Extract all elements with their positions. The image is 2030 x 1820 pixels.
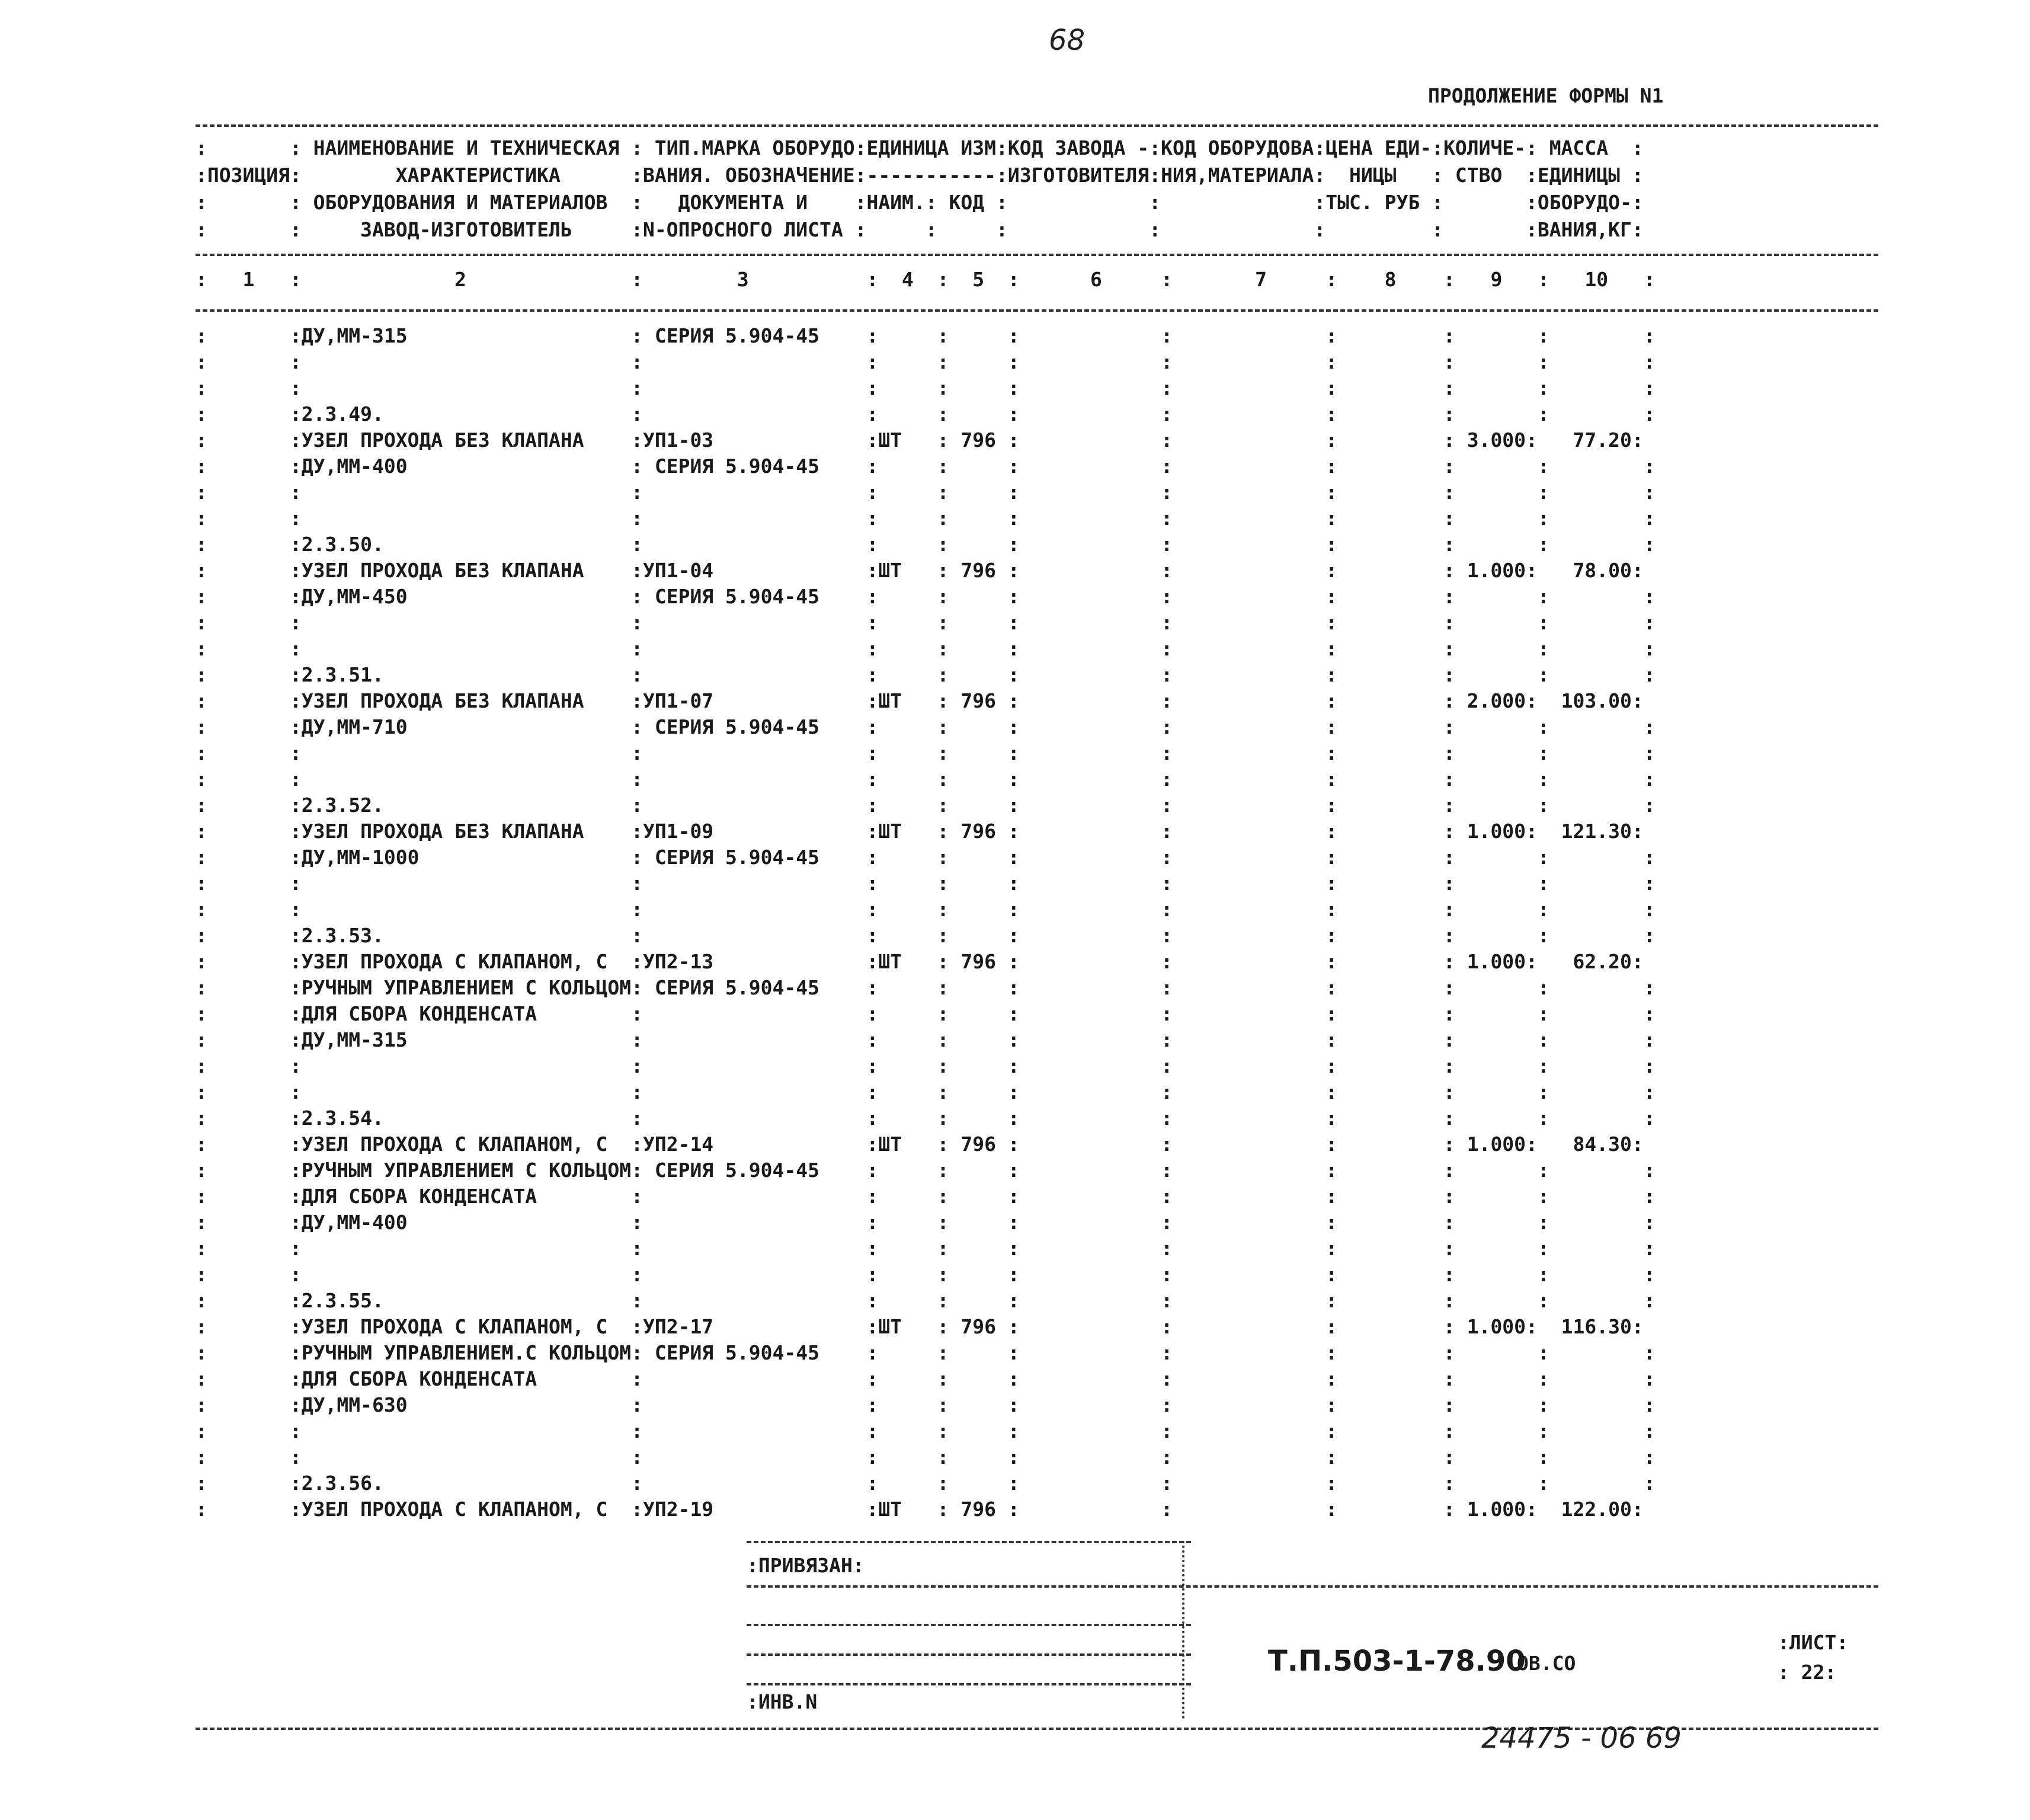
stamp-rule-4: [747, 1653, 1191, 1656]
header-line: :ПОЗИЦИЯ: ХАРАКТЕРИСТИКА :ВАНИЯ. ОБОЗНАЧЕНИЕ:-----------:ИЗГОТОВИТЕЛЯ:НИЯ,МАТЕРИАЛА: НИЦЫ : СТВО :ЕДИНИЦЫ :: [196, 164, 1644, 187]
table-row: : : : : : : : : : : :: [196, 637, 1656, 660]
table-row: : :ДЛЯ СБОРА КОНДЕНСАТА : : : : : : : : :: [196, 1185, 1656, 1208]
table-row: : : : : : : : : : : :: [196, 741, 1656, 765]
doc-suffix: ОВ.СО: [1517, 1652, 1576, 1675]
stamp-rule-1: [747, 1541, 1191, 1543]
header-line: : : ОБОРУДОВАНИЯ И МАТЕРИАЛОВ : ДОКУМЕНТА И :НАИМ.: КОД : : :ТЫС. РУБ : :ОБОРУДО-:: [196, 191, 1644, 214]
table-row: : :2.3.49. : : : : : : : : :: [196, 402, 1656, 426]
table-row: : :2.3.55. : : : : : : : : :: [196, 1289, 1656, 1312]
table-row: : : : : : : : : : : :: [196, 611, 1656, 634]
header-line: : : ЗАВОД-ИЗГОТОВИТЕЛЬ :N-ОПРОСНОГО ЛИСТА : : : : : : :ВАНИЯ,КГ:: [196, 218, 1644, 241]
top-rule: [196, 124, 1878, 127]
stamp-privyazan: :ПРИВЯЗАН:: [747, 1554, 864, 1577]
table-row: : : : : : : : : : : :: [196, 1237, 1656, 1260]
table-row: : : : : : : : : : : :: [196, 1054, 1656, 1077]
table-row: : :2.3.51. : : : : : : : : :: [196, 663, 1656, 686]
table-row: : : : : : : : : : : :: [196, 1445, 1656, 1469]
table-row: : :ДУ,ММ-710 : СЕРИЯ 5.904-45 : : : : : : : :: [196, 715, 1656, 738]
table-row: : :2.3.56. : : : : : : : : :: [196, 1472, 1656, 1495]
table-row: : : : : : : : : : : :: [196, 376, 1656, 399]
colnum-rule: [196, 309, 1878, 312]
table-row: : :ДУ,ММ-315 : СЕРИЯ 5.904-45 : : : : : : : :: [196, 324, 1656, 347]
table-row: : :УЗЕЛ ПРОХОДА БЕЗ КЛАПАНА :УП1-09 :ШТ : 796 : : : : 1.000: 121.30:: [196, 820, 1644, 843]
table-row: : :2.3.54. : : : : : : : : :: [196, 1106, 1656, 1130]
table-row: : :ДУ,ММ-315 : : : : : : : : :: [196, 1028, 1656, 1051]
stamp-divider: [1182, 1541, 1184, 1719]
table-row: : : : : : : : : : : :: [196, 507, 1656, 530]
table-row: : :2.3.50. : : : : : : : : :: [196, 533, 1656, 556]
page-number: 68: [1049, 24, 1086, 57]
stamp-inv: :ИНВ.N: [747, 1690, 818, 1713]
continuation-title: ПРОДОЛЖЕНИЕ ФОРМЫ N1: [1428, 84, 1664, 107]
table-row: : :ДЛЯ СБОРА КОНДЕНСАТА : : : : : : : : :: [196, 1002, 1656, 1025]
table-row: : :УЗЕЛ ПРОХОДА БЕЗ КЛАПАНА :УП1-03 :ШТ : 796 : : : : 3.000: 77.20:: [196, 428, 1644, 452]
footer-number: 24475 - 06 69: [1481, 1722, 1682, 1755]
table-row: : :УЗЕЛ ПРОХОДА С КЛАПАНОМ, С :УП2-14 :ШТ : 796 : : : : 1.000: 84.30:: [196, 1133, 1644, 1156]
table-row: : : : : : : : : : : :: [196, 872, 1656, 895]
header-line: : : НАИМЕНОВАНИЕ И ТЕХНИЧЕСКАЯ : ТИП.МАРКА ОБОРУДО:ЕДИНИЦА ИЗМ:КОД ЗАВОДА -:КОД ОБОРУДОВА:ЦЕНА ЕДИ-:КОЛИЧЕ-: МАССА :: [196, 136, 1644, 159]
table-row: : :УЗЕЛ ПРОХОДА С КЛАПАНОМ, С :УП2-13 :ШТ : 796 : : : : 1.000: 62.20:: [196, 950, 1644, 973]
table-row: : : : : : : : : : : :: [196, 350, 1656, 373]
table-row: : :УЗЕЛ ПРОХОДА БЕЗ КЛАПАНА :УП1-04 :ШТ : 796 : : : : 1.000: 78.00:: [196, 559, 1644, 582]
sheet-label: :ЛИСТ:: [1778, 1631, 1849, 1654]
table-row: : :РУЧНЫМ УПРАВЛЕНИЕМ С КОЛЬЦОМ: СЕРИЯ 5.904-45 : : : : : : : :: [196, 976, 1656, 999]
table-row: : : : : : : : : : : :: [196, 898, 1656, 921]
table-row: : :ДУ,ММ-630 : : : : : : : : :: [196, 1393, 1656, 1416]
table-row: : : : : : : : : : : :: [196, 1080, 1656, 1103]
table-row: : :ДУ,ММ-450 : СЕРИЯ 5.904-45 : : : : : : : :: [196, 585, 1656, 608]
table-row: : : : : : : : : : : :: [196, 481, 1656, 504]
column-number-row: : 1 : 2 : 3 : 4 : 5 : 6 : 7 : 8 : 9 : 10 :: [196, 268, 1656, 291]
table-row: : :ДЛЯ СБОРА КОНДЕНСАТА : : : : : : : : :: [196, 1367, 1656, 1390]
table-row: : : : : : : : : : : :: [196, 767, 1656, 791]
table-row: : : : : : : : : : : :: [196, 1419, 1656, 1442]
stamp-rule-2: [747, 1585, 1878, 1588]
doc-code: Т.П.503-1-78.90: [1268, 1645, 1526, 1678]
stamp-rule-3: [747, 1624, 1191, 1626]
table-row: : :2.3.53. : : : : : : : : :: [196, 924, 1656, 947]
table-row: : :ДУ,ММ-400 : СЕРИЯ 5.904-45 : : : : : : : :: [196, 455, 1656, 478]
header-rule: [196, 254, 1878, 256]
table-row: : :2.3.52. : : : : : : : : :: [196, 794, 1656, 817]
table-row: : :УЗЕЛ ПРОХОДА С КЛАПАНОМ, С :УП2-17 :ШТ : 796 : : : : 1.000: 116.30:: [196, 1315, 1644, 1338]
table-row: : :УЗЕЛ ПРОХОДА БЕЗ КЛАПАНА :УП1-07 :ШТ : 796 : : : : 2.000: 103.00:: [196, 689, 1644, 712]
stamp-rule-5: [747, 1683, 1191, 1685]
table-row: : :ДУ,ММ-1000 : СЕРИЯ 5.904-45 : : : : : : : :: [196, 846, 1656, 869]
table-row: : : : : : : : : : : :: [196, 1263, 1656, 1286]
table-row: : :РУЧНЫМ УПРАВЛЕНИЕМ С КОЛЬЦОМ: СЕРИЯ 5.904-45 : : : : : : : :: [196, 1159, 1656, 1182]
table-row: : :ДУ,ММ-400 : : : : : : : : :: [196, 1211, 1656, 1234]
sheet-number: : 22:: [1778, 1661, 1837, 1684]
table-row: : :УЗЕЛ ПРОХОДА С КЛАПАНОМ, С :УП2-19 :ШТ : 796 : : : : 1.000: 122.00:: [196, 1498, 1644, 1521]
table-row: : :РУЧНЫМ УПРАВЛЕНИЕМ.С КОЛЬЦОМ: СЕРИЯ 5.904-45 : : : : : : : :: [196, 1341, 1656, 1364]
